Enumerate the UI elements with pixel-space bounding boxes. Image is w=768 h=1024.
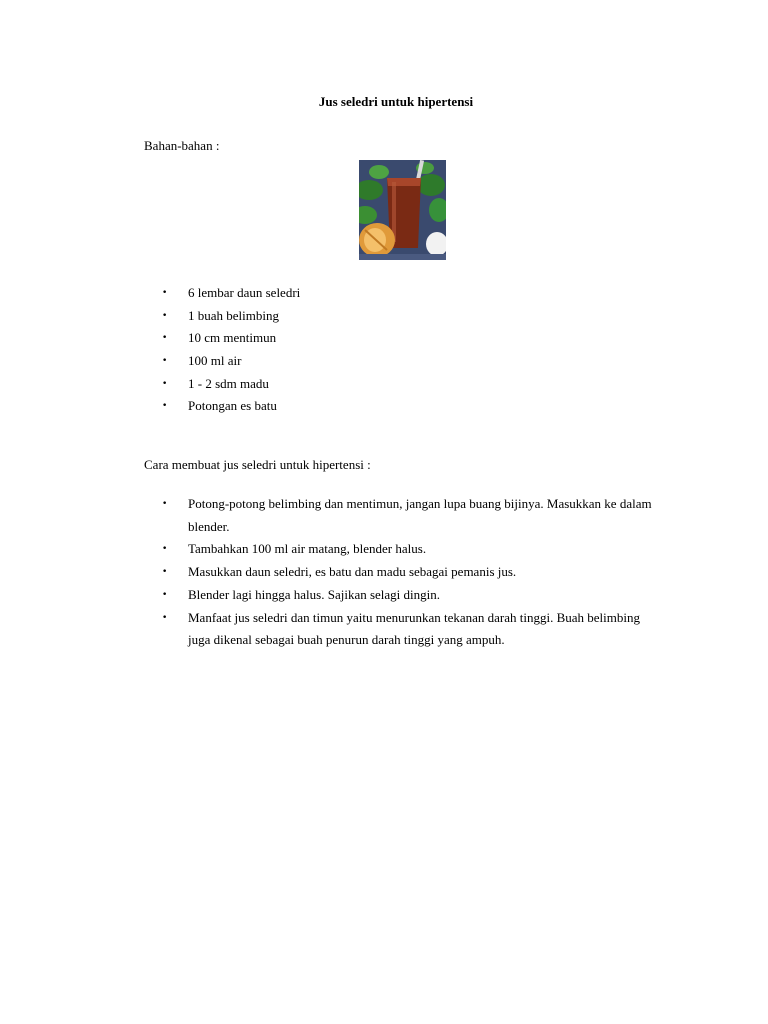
ingredients-list <box>144 282 664 418</box>
list-item <box>144 327 664 350</box>
bullet-glyph: • <box>162 499 168 509</box>
ingredient-text: 100 ml air <box>188 353 242 369</box>
bullet-glyph: • <box>162 612 168 623</box>
list-item <box>144 493 664 538</box>
method-label: Cara membuat jus seledri untuk hipertensi : <box>144 457 371 472</box>
list-item <box>144 538 664 561</box>
list-item <box>144 305 664 328</box>
step-text: Tambahkan 100 ml air matang, blender halus. <box>188 541 427 557</box>
step-text: Blender lagi hingga halus. Sajikan selagi dingin. <box>188 586 441 602</box>
bullet-glyph: • <box>162 567 168 578</box>
step-text: Potong-potong belimbing dan mentimun, jangan lupa buang bijinya. Masukkan ke dalam blender. <box>188 496 652 534</box>
ingredient-text: 6 lembar daun seledri <box>188 285 301 300</box>
steps-list <box>144 493 664 652</box>
ingredients-label: Bahan-bahan : <box>144 138 220 153</box>
bullet-glyph: • <box>162 333 168 344</box>
list-item <box>144 395 664 418</box>
bullet-glyph: • <box>162 378 168 389</box>
list-item <box>144 373 664 396</box>
list-item <box>144 282 664 305</box>
list-item <box>144 584 664 607</box>
bullet-glyph: • <box>162 356 168 367</box>
ingredient-text: 1 buah belimbing <box>188 307 279 323</box>
list-item <box>144 350 664 373</box>
bullet-glyph: • <box>162 544 168 555</box>
bullet-glyph: • <box>162 589 168 600</box>
step-text: Masukkan daun seledri, es batu dan madu sebagai pemanis jus. <box>188 564 517 580</box>
list-item <box>144 607 664 652</box>
list-item <box>144 561 664 584</box>
bullet-glyph: • <box>162 401 168 412</box>
bullet-glyph: • <box>162 310 168 321</box>
document-title: Jus seledri untuk hipertensi <box>318 94 474 109</box>
step-text: Manfaat jus seledri dan timun yaitu menurunkan tekanan darah tinggi. Buah belimbing juga dikenal sebagai buah penurun darah tinggi yang ampuh. <box>188 609 640 648</box>
ingredient-text: Potongan es batu <box>188 398 277 414</box>
ingredient-text: 1 - 2 sdm madu <box>188 375 269 391</box>
bullet-glyph: • <box>162 288 168 298</box>
ingredient-text: 10 cm mentimun <box>188 330 277 346</box>
celery-juice-photo <box>359 160 446 260</box>
